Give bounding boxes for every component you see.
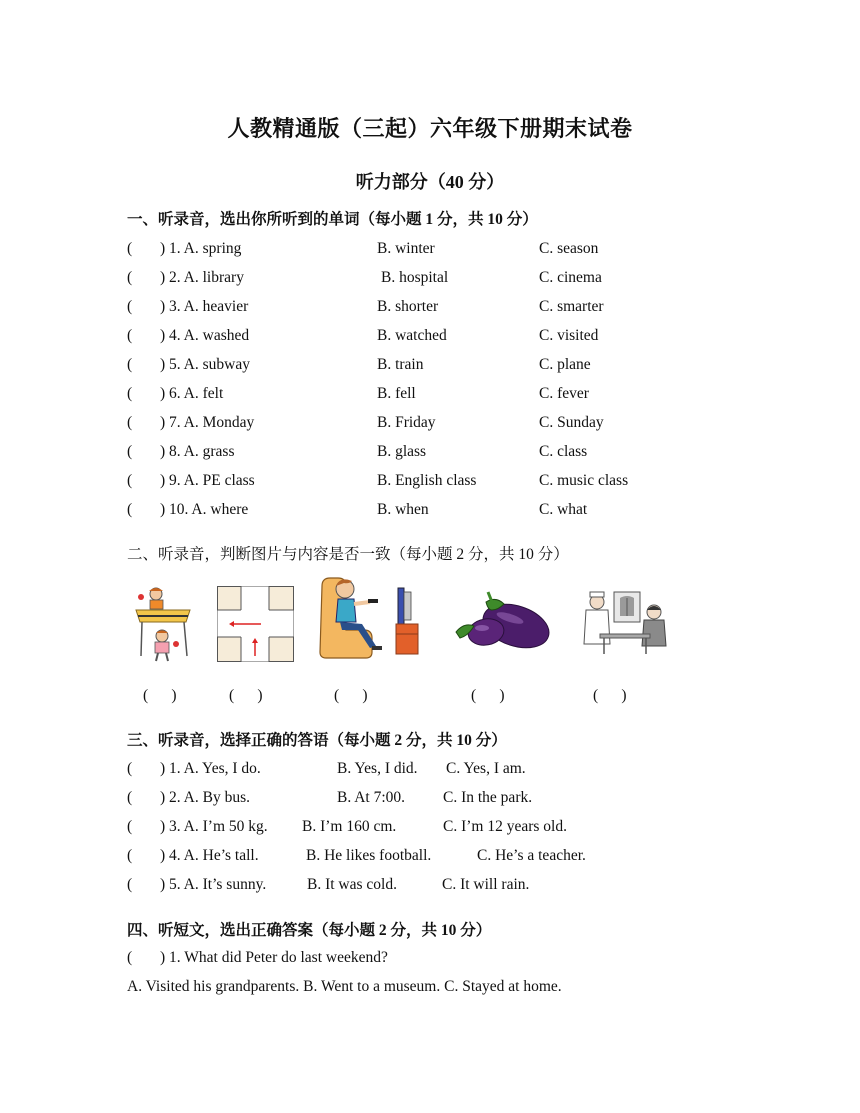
answer-bracket[interactable]: ( ) xyxy=(229,687,263,704)
list-item: ( ) 1. A. Yes, I do. B. Yes, I did. C. Yes, I am. xyxy=(127,760,526,777)
answer-bracket[interactable]: ( ) xyxy=(334,687,368,704)
list-item: ( ) 2. A. By bus. B. At 7:00. C. In the park. xyxy=(127,789,533,806)
watching-tv-picture xyxy=(316,572,421,660)
list-item: ( ) 3. A. I’m 50 kg. B. I’m 160 cm. C. I’m 12 years old. xyxy=(127,818,567,835)
eggplant-picture xyxy=(452,588,552,656)
list-item: ( ) 2. A. library B. hospital C. cinema xyxy=(127,269,602,286)
list-item: ( ) 7. A. Monday B. Friday C. Sunday xyxy=(127,414,604,431)
list-item: ( ) 4. A. washed B. watched C. visited xyxy=(127,327,599,344)
list-item: ( ) 6. A. felt B. fell C. fever xyxy=(127,385,589,402)
section3-heading: 三、听录音，选择正确的答语（每小题 2 分，共 10 分） xyxy=(127,732,507,749)
doctor-xray-picture xyxy=(580,588,672,656)
list-item: ( ) 10. A. where B. when C. what xyxy=(127,501,588,518)
answer-bracket[interactable]: ( ) xyxy=(471,687,505,704)
list-item: ( ) 1. A. spring B. winter C. season xyxy=(127,240,599,257)
list-item: ( ) 9. A. PE class B. English class C. music class xyxy=(127,472,629,489)
list-item: ( ) 5. A. subway B. train C. plane xyxy=(127,356,591,373)
listening-subtitle: 听力部分（40 分） xyxy=(355,172,505,192)
crossroad-map-picture xyxy=(217,586,294,662)
list-item: ( ) 4. A. He’s tall. B. He likes football. C. He’s a teacher. xyxy=(127,847,586,864)
section2-heading: 二、听录音，判断图片与内容是否一致（每小题 2 分，共 10 分） xyxy=(127,546,569,563)
section4-heading: 四、听短文，选出正确答案（每小题 2 分，共 10 分） xyxy=(127,922,492,939)
question-row: ( ) 1. What did Peter do last weekend? xyxy=(127,949,388,966)
page-title: 人教精通版（三起）六年级下册期末试卷 xyxy=(227,116,633,141)
section1-heading: 一、听录音，选出你所听到的单词（每小题 1 分，共 10 分） xyxy=(127,211,538,228)
list-item: ( ) 3. A. heavier B. shorter C. smarter xyxy=(127,298,604,315)
question-options: A. Visited his grandparents. B. Went to a museum. C. Stayed at home. xyxy=(127,978,562,995)
list-item: ( ) 5. A. It’s sunny. B. It was cold. C. It will rain. xyxy=(127,876,530,893)
answer-bracket[interactable]: ( ) xyxy=(143,687,177,704)
answer-bracket[interactable]: ( ) xyxy=(593,687,627,704)
list-item: ( ) 8. A. grass B. glass C. class xyxy=(127,443,588,460)
ping-pong-picture xyxy=(132,586,194,662)
